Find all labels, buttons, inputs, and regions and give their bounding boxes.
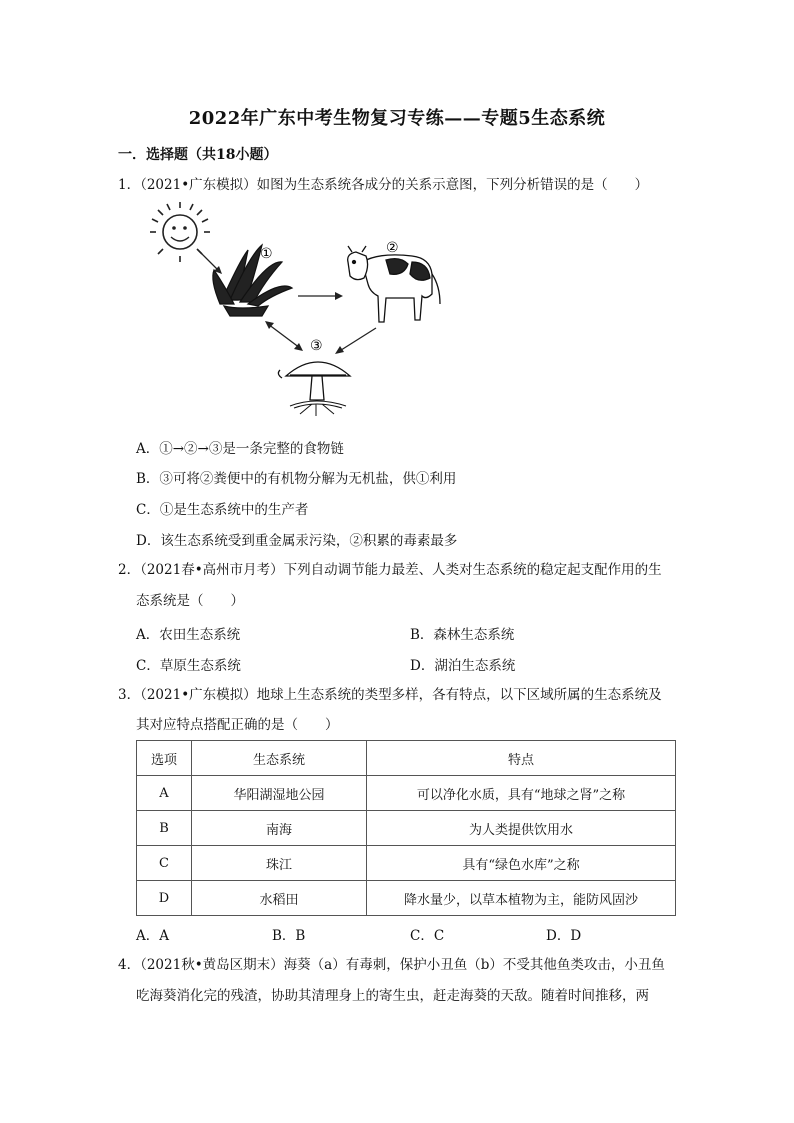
q1-option-b[interactable]: B．③可将②粪便中的有机物分解为无机盐，供①利用 xyxy=(136,471,457,487)
q3-option-b[interactable]: B．B xyxy=(272,928,306,944)
table-cell: A xyxy=(137,776,192,811)
question-2-stem-line2: 态系统是（ ） xyxy=(136,593,244,609)
cow-icon xyxy=(348,246,440,322)
question-3-stem-line1: 3．（2021•广东模拟）地球上生态系统的类型多样，各有特点，以下区域所属的生态系统及 xyxy=(118,687,662,703)
plant-icon xyxy=(213,245,292,316)
label-2: ② xyxy=(386,240,399,256)
page-title: 2022年广东中考生物复习专练——专题5生态系统 xyxy=(188,108,606,129)
table-cell: 华阳湖湿地公园 xyxy=(192,776,367,811)
table-cell: D xyxy=(137,881,192,916)
table-cell: 可以净化水质，具有“地球之肾”之称 xyxy=(367,776,676,811)
question-1-stem: 1．（2021•广东模拟）如图为生态系统各成分的关系示意图，下列分析错误的是（ ） xyxy=(118,177,649,193)
table-row xyxy=(137,846,676,881)
section-heading: 一．选择题（共18小题） xyxy=(118,147,278,163)
label-3: ③ xyxy=(310,338,323,354)
ecosystem-diagram xyxy=(150,200,460,430)
table-row xyxy=(137,811,676,846)
table-cell: 水稻田 xyxy=(192,881,367,916)
table-header-row xyxy=(137,741,676,776)
table-header-cell: 选项 xyxy=(137,741,192,776)
table-header-cell: 生态系统 xyxy=(192,741,367,776)
table-cell: 珠江 xyxy=(192,846,367,881)
table-cell: 降水量少，以草本植物为主，能防风固沙 xyxy=(367,881,676,916)
question-4-stem-line1: 4．（2021秋•黄岛区期末）海葵（a）有毒刺，保护小丑鱼（b）不受其他鱼类攻击，小丑鱼 xyxy=(118,957,665,973)
arrow-plant-mushroom xyxy=(268,324,300,348)
mushroom-icon xyxy=(278,362,350,416)
q2-option-a[interactable]: A．农田生态系统 xyxy=(136,627,241,643)
q1-option-c[interactable]: C．①是生态系统中的生产者 xyxy=(136,502,309,518)
table-row xyxy=(137,776,676,811)
q1-option-a[interactable]: A．①→②→③是一条完整的食物链 xyxy=(136,441,344,457)
table-header-cell: 特点 xyxy=(367,741,676,776)
q3-option-d[interactable]: D．D xyxy=(546,928,582,944)
q2-option-b[interactable]: B．森林生态系统 xyxy=(410,627,515,643)
label-1: ① xyxy=(260,246,273,262)
ecosystem-table xyxy=(136,740,676,916)
table-cell: 具有“绿色水库”之称 xyxy=(367,846,676,881)
q3-option-a[interactable]: A．A xyxy=(136,928,169,944)
table-row xyxy=(137,881,676,916)
q2-option-c[interactable]: C．草原生态系统 xyxy=(136,658,241,674)
question-4-stem-line2: 吃海葵消化完的残渣，协助其清理身上的寄生虫，赶走海葵的天敌。随着时间推移，两 xyxy=(136,988,649,1004)
table-cell: 为人类提供饮用水 xyxy=(367,811,676,846)
table-cell: C xyxy=(137,846,192,881)
table-cell: 南海 xyxy=(192,811,367,846)
q1-option-d[interactable]: D．该生态系统受到重金属汞污染，②积累的毒素最多 xyxy=(136,533,458,549)
question-2-stem-line1: 2．（2021春•高州市月考）下列自动调节能力最差、人类对生态系统的稳定起支配作用的生 xyxy=(118,562,662,578)
arrow-cow-to-mushroom xyxy=(338,328,376,352)
table-cell: B xyxy=(137,811,192,846)
question-3-stem-line2: 其对应特点搭配正确的是（ ） xyxy=(136,717,339,733)
q2-option-d[interactable]: D．湖泊生态系统 xyxy=(410,658,516,674)
q3-option-c[interactable]: C．C xyxy=(410,928,445,944)
